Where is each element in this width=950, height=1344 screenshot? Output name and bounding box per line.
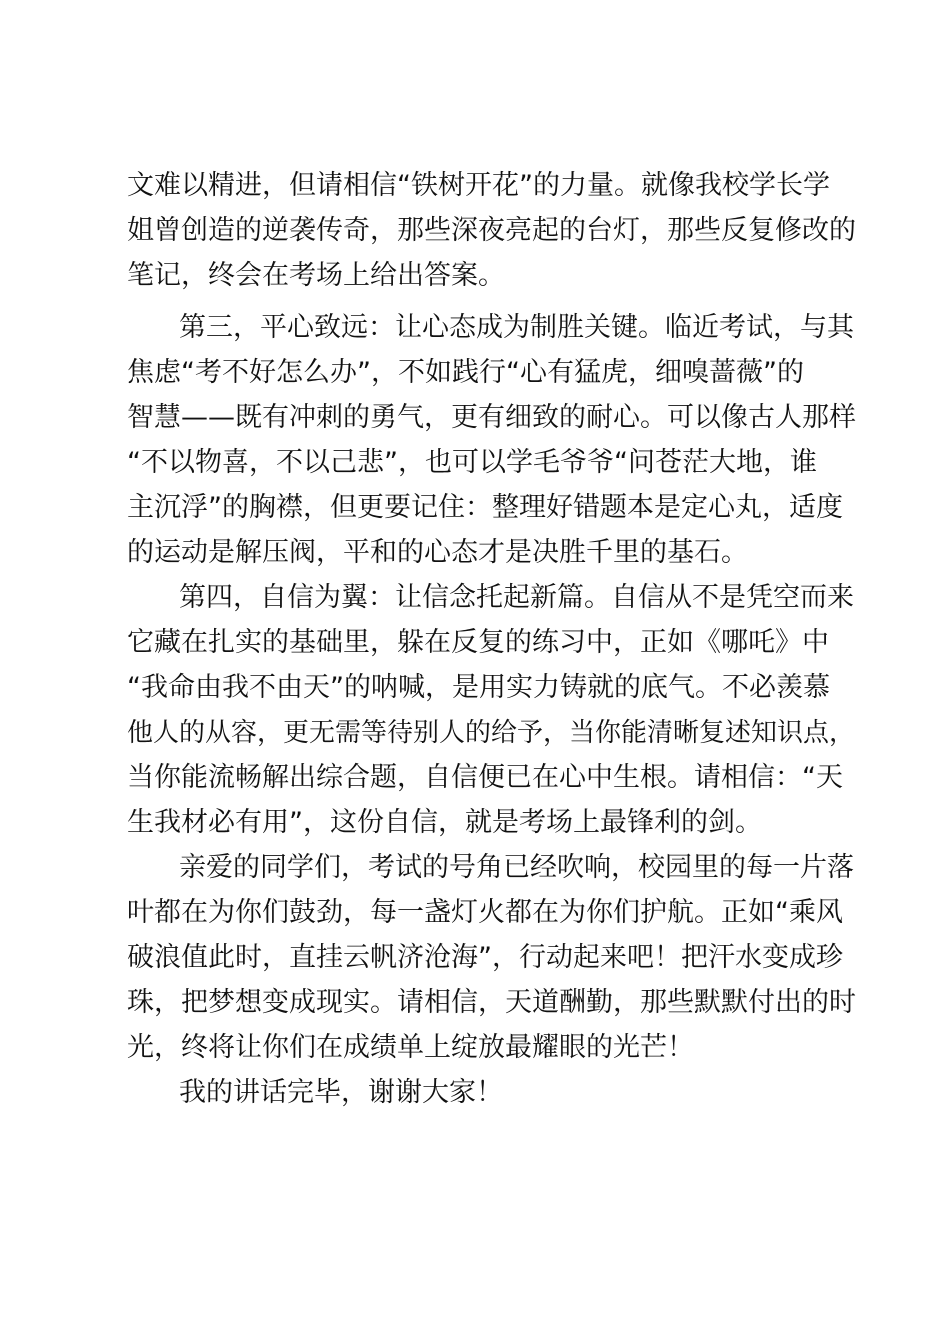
text-line: 光，终将让你们在成绩单上绽放最耀眼的光芒！ — [127, 1032, 694, 1063]
text-line: 珠，把梦想变成现实。请相信，天道酬勤，那些默默付出的时 — [127, 987, 856, 1018]
text-line: 叶都在为你们鼓劲，每一盏灯火都在为你们护航。正如“乘风 — [127, 897, 843, 928]
text-line: 智慧——既有冲刺的勇气，更有细致的耐心。可以像古人那样 — [127, 402, 856, 433]
text-line: 焦虑“考不好怎么办”，不如践行“心有猛虎，细嗅蔷薇”的 — [127, 357, 804, 388]
text-line: 的运动是解压阀，平和的心态才是决胜千里的基石。 — [127, 537, 748, 568]
text-line: 笔记，终会在考场上给出答案。 — [127, 260, 505, 291]
text-line: 破浪值此时，直挂云帆济沧海”，行动起来吧！把汗水变成珍 — [127, 942, 843, 973]
text-line: 他人的从容，更无需等待别人的给予，当你能清晰复述知识点， — [127, 718, 856, 748]
text-line: “我命由我不由天”的呐喊，是用实力铸就的底气。不必羡慕 — [127, 672, 830, 703]
text-line: 主沉浮”的胸襟，但更要记住：整理好错题本是定心丸，适度 — [127, 492, 843, 523]
text-line: 姐曾创造的逆袭传奇，那些深夜亮起的台灯，那些反复修改的 — [127, 215, 856, 246]
text-line: 生我材必有用”，这份自信，就是考场上最锋利的剑。 — [127, 807, 762, 838]
paragraph-start-line: 第四，自信为翼：让信念托起新篇。自信从不是凭空而来 — [179, 582, 854, 613]
text-line: 当你能流畅解出综合题，自信便已在心中生根。请相信：“天 — [127, 762, 843, 793]
closing-line: 我的讲话完毕，谢谢大家！ — [179, 1077, 503, 1108]
text-line: “不以物喜，不以己悲”，也可以学毛爷爷“问苍茫大地，谁 — [127, 447, 817, 478]
paragraph-start-line: 第三，平心致远：让心态成为制胜关键。临近考试，与其 — [179, 312, 854, 343]
text-line: 它藏在扎实的基础里，躲在反复的练习中，正如《哪吒》中 — [127, 627, 829, 658]
paragraph-start-line: 亲爱的同学们，考试的号角已经吹响，校园里的每一片落 — [179, 852, 854, 883]
text-line: 文难以精进，但请相信“铁树开花”的力量。就像我校学长学 — [127, 170, 830, 201]
